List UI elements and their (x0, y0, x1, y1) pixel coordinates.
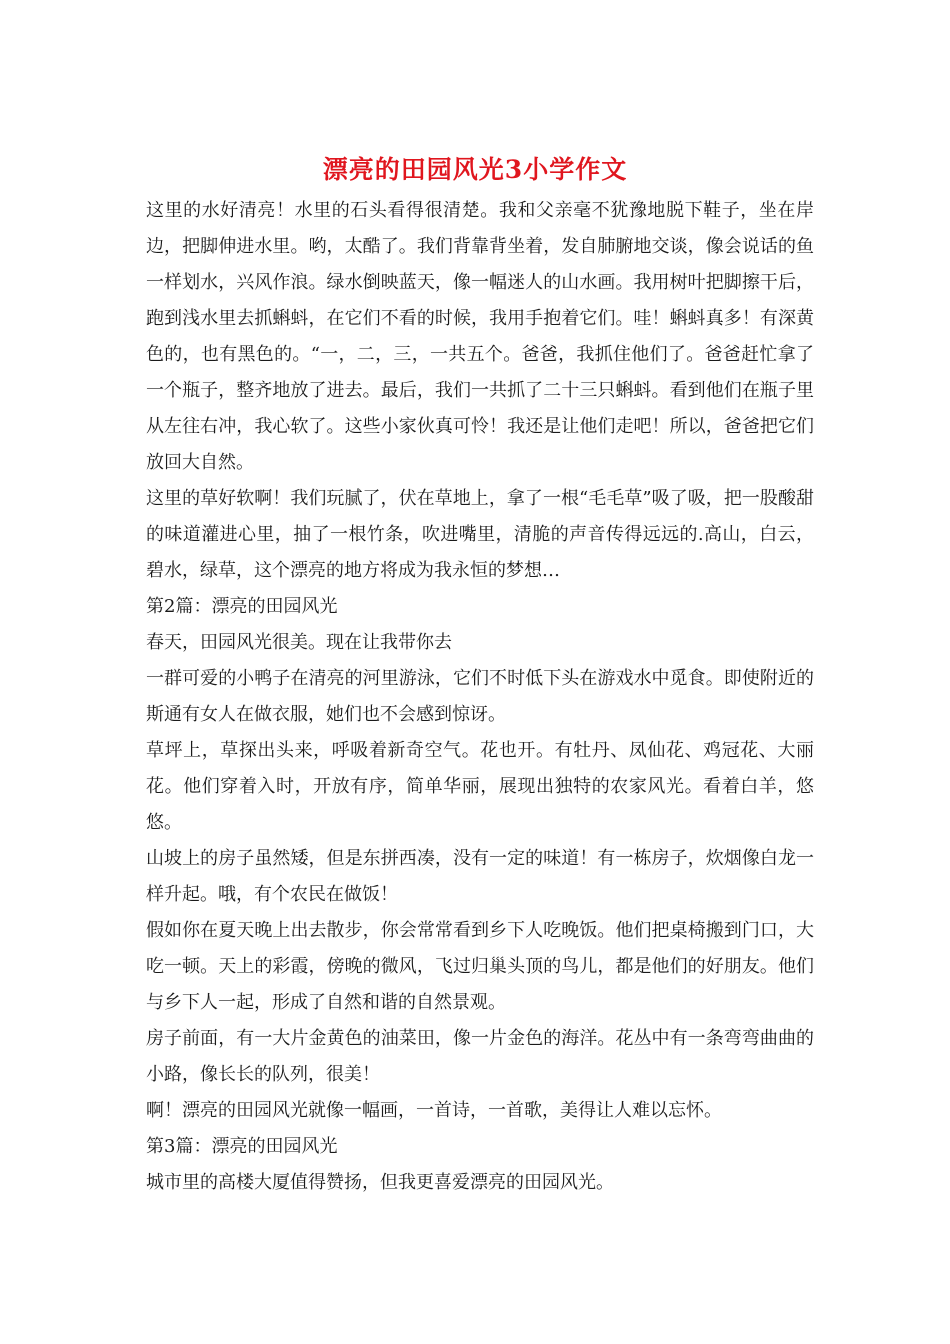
paragraph-rapeseed: 房子前面，有一大片金黄色的油菜田，像一片金色的海洋。花丛中有一条弯弯曲曲的小路，像长长的队列，很美！ (146, 1028, 814, 1085)
section-heading-2: 第2篇：漂亮的田园风光 (146, 596, 338, 617)
paragraph-hillside: 山坡上的房子虽然矮，但是东拼西凑，没有一定的味道！有一栋房子，炊烟像白龙一样升起。哦，有个农民在做饭！ (146, 848, 814, 905)
section-heading-3: 第3篇：漂亮的田园风光 (146, 1136, 338, 1157)
paragraph-spring: 春天，田园风光很美。现在让我带你去 (146, 632, 452, 653)
document-title: 漂亮的田园风光3小学作文 (322, 155, 628, 184)
paragraph-summer-evening: 假如你在夏天晚上出去散步，你会常常看到乡下人吃晚饭。他们把桌椅搬到门口，大吃一顿。天上的彩霞，傍晚的微风，飞过归巢头顶的鸟儿，都是他们的好朋友。他们与乡下人一起，形成了自然和谐的自然景观。 (146, 920, 814, 1013)
paragraph-conclusion: 啊！漂亮的田园风光就像一幅画，一首诗，一首歌，美得让人难以忘怀。 (146, 1100, 722, 1121)
paragraph-grass: 这里的草好软啊！我们玩腻了，伏在草地上，拿了一根“毛毛草”吸了吸，把一股酸甜的味道灌进心里，抽了一根竹条，吹进嘴里，清脆的声音传得远远的.高山，白云，碧水，绿草，这个漂亮的地方将成为我永恒的梦想… (146, 488, 814, 581)
document-body (146, 193, 814, 1201)
paragraph-lawn: 草坪上，草探出头来，呼吸着新奇空气。花也开。有牡丹、凤仙花、鸡冠花、大丽花。他们穿着入时，开放有序，简单华丽，展现出独特的农家风光。看着白羊，悠悠。 (146, 740, 814, 833)
paragraph-city: 城市里的高楼大厦值得赞扬，但我更喜爱漂亮的田园风光。 (146, 1172, 614, 1193)
paragraph-ducks: 一群可爱的小鸭子在清亮的河里游泳，它们不时低下头在游戏水中觅食。即使附近的斯通有女人在做衣服，她们也不会感到惊讶。 (146, 668, 814, 725)
paragraph-water: 这里的水好清亮！水里的石头看得很清楚。我和父亲毫不犹豫地脱下鞋子，坐在岸边，把脚伸进水里。哟，太酷了。我们背靠背坐着，发自肺腑地交谈，像会说话的鱼一样划水，兴风作浪。绿水倒映蓝天，像一幅迷人的山水画。我用树叶把脚擦干后，跑到浅水里去抓蝌蚪，在它们不看的时候，我用手抱着它们。哇！蝌蚪真多！有深黄色的，也有黑色的。“一，二，三，一共五个。爸爸，我抓住他们了。爸爸赶忙拿了一个瓶子，整齐地放了进去。最后，我们一共抓了二十三只蝌蚪。看到他们在瓶子里从左往右冲，我心软了。这些小家伙真可怜！我还是让他们走吧！所以，爸爸把它们放回大自然。 (146, 200, 814, 473)
